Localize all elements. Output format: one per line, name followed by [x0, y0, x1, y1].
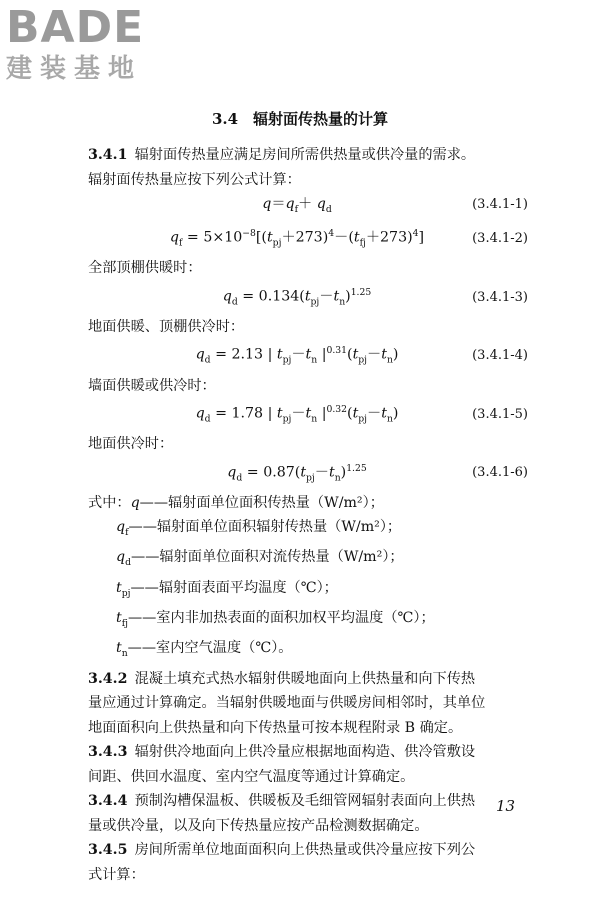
- clause-text: 辐射面传热量应满足房间所需供热量或供冷量的需求。: [134, 147, 476, 163]
- symbol-text: ——室内非加热表面的面积加权平均温度（℃）；: [127, 610, 435, 627]
- document-body: [88, 143, 528, 887]
- symbol-text: ——室内空气温度（℃）。: [127, 640, 293, 657]
- formula: $q_f = 5\times 10^{-8}[(t_{pj}+273)^4-(t_{fj}+273)^4]$: [169, 228, 425, 249]
- clause-text-line: 辐射面传热量应按下列公式计算：: [88, 171, 301, 188]
- symbol-definition: $t_{pj}——$辐射面表面平均温度（℃）；: [116, 579, 338, 599]
- clause-number: 3.4.3: [88, 744, 128, 761]
- equation-3-4-1-5: [88, 398, 528, 432]
- logo-subtitle: 建装基地: [6, 54, 143, 84]
- section-title: 3.4 辐射面传热量的计算: [211, 110, 389, 128]
- clause-3-4-5: [88, 838, 528, 863]
- formula: $q_d = 2.13$ | $t_{pj}-t_n$ $|^{0.31}(t_{pj}-t_n)$: [195, 345, 399, 367]
- clause-number: 3.4.5: [88, 842, 128, 859]
- symbol-text: ——辐射面单位面积传热量（W/m²）；: [139, 494, 384, 511]
- condition-label: 墙面供暖或供冷时：: [88, 377, 216, 394]
- formula: $q_d = 1.78$ | $t_{pj}-t_n$ $|^{0.32}(t_{pj}-t_n)$: [195, 404, 399, 425]
- clause-text-line: 地面面积向上供热量和向下传热量可按本规程附录 B 确定。: [88, 719, 463, 736]
- formula: $q_d = 0.134(t_{pj}-t_n)^{1.25}$: [222, 286, 372, 308]
- clause-number: 3.4.4: [88, 793, 128, 810]
- equation-3-4-1-6: [88, 457, 528, 491]
- symbol-text: ——辐射面单位面积对流传热量（W/m²）；: [131, 549, 404, 566]
- equation-number: (3.4.1-3): [472, 289, 528, 305]
- formula: $q=q_f+ q_d$: [262, 196, 332, 215]
- clause-number: 3.4.2: [88, 670, 128, 687]
- equation-number: (3.4.1-6): [472, 465, 528, 481]
- logo-wordmark: BADE: [6, 2, 145, 53]
- clause-text: 预制沟槽保温板、供暖板及毛细管网辐射表面向上供热: [134, 793, 476, 810]
- formula: $q_d = 0.87(t_{pj}-t_n)^{1.25}$: [227, 462, 367, 484]
- symbol-definition: $t_n——$室内空气温度（℃）。: [116, 640, 293, 660]
- symbol-definition: 式中：q——辐射面单位面积传热量（W/m²）；: [88, 494, 384, 511]
- clause-text: 辐射供冷地面向上供冷量应根据地面构造、供冷管敷设: [134, 744, 476, 761]
- equation-number: (3.4.1-5): [472, 406, 528, 422]
- clause-text-line: 间距、供回水温度、室内空气温度等通过计算确定。: [88, 768, 415, 785]
- condition-label: 地面供冷时：: [88, 436, 174, 453]
- page-number: 13: [496, 797, 516, 815]
- clause-3-4-4: [88, 789, 528, 814]
- equation-number: (3.4.1-1): [472, 197, 528, 212]
- equation-3-4-1-3: [88, 281, 528, 315]
- equation-number: (3.4.1-2): [472, 231, 528, 247]
- clause-number: 3.4.1: [88, 147, 128, 163]
- condition-label: 地面供暖、顶棚供冷时：: [88, 318, 245, 335]
- symbol-text: ——辐射面单位面积辐射传热量（W/m²）；: [128, 519, 402, 536]
- equation-number: (3.4.1-4): [472, 348, 528, 364]
- symbol-text: ——辐射面表面平均温度（℃）；: [130, 579, 338, 596]
- equation-3-4-1-2: [88, 222, 528, 256]
- clause-3-4-2: [88, 667, 528, 692]
- clause-3-4-1: [88, 143, 528, 168]
- clause-text-line: 量应通过计算确定。当辐射供暖地面与供暖房间相邻时，其单位: [88, 695, 486, 712]
- symbol-intro: 式中：: [88, 494, 131, 511]
- logo: [6, 4, 176, 84]
- symbol-definition: $q_d——$辐射面单位面积对流传热量（W/m²）；: [116, 549, 404, 569]
- symbol-definition: $q_f——$辐射面单位面积辐射传热量（W/m²）；: [116, 519, 402, 538]
- equation-3-4-1-1: [88, 192, 528, 222]
- clause-text-line: 量或供冷量，以及向下传热量应按产品检测数据确定。: [88, 817, 429, 834]
- clause-3-4-3: [88, 740, 528, 765]
- clause-text: 房间所需单位地面面积向上供热量或供冷量应按下列公: [134, 842, 476, 859]
- equation-3-4-1-4: [88, 339, 528, 373]
- clause-text: 混凝土填充式热水辐射供暖地面向上供热量和向下传热: [134, 670, 476, 687]
- clause-text-line: 式计算：: [88, 866, 145, 883]
- condition-label: 全部顶棚供暖时：: [88, 260, 202, 277]
- symbol-definition: $t_{fj}——$室内非加热表面的面积加权平均温度（℃）；: [116, 610, 435, 629]
